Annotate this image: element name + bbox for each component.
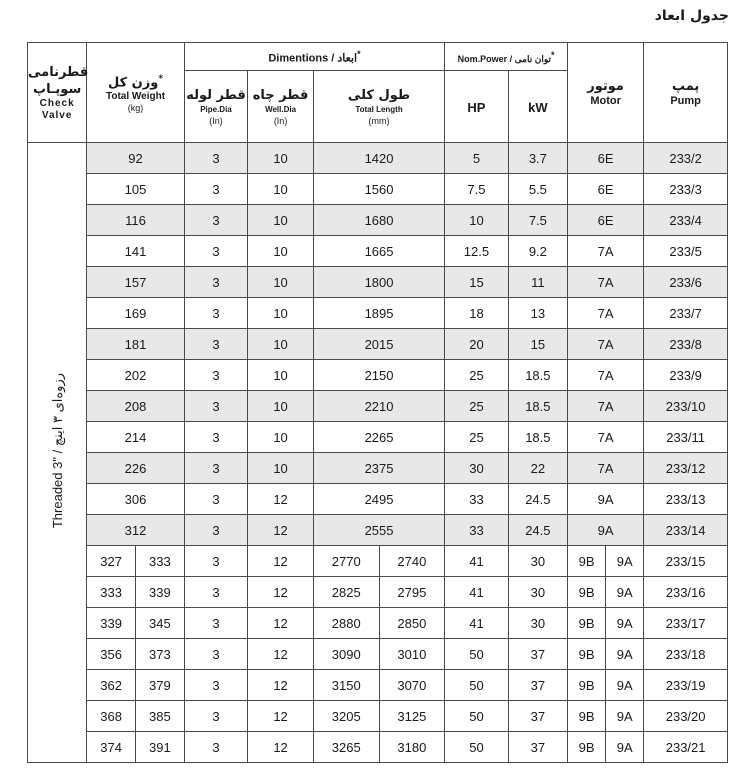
motor-cell-a: 9B [568, 608, 606, 639]
well-dia-cell: 12 [248, 546, 314, 577]
pump-cell: 233/18 [644, 639, 728, 670]
pipe-dia-cell: 3 [184, 670, 248, 701]
motor-cell-b: 9A [606, 670, 644, 701]
length-cell: 2495 [313, 484, 444, 515]
motor-cell: 6E [568, 205, 644, 236]
well-dia-cell: 10 [248, 360, 314, 391]
weight-cell: 208 [87, 391, 184, 422]
table-row [28, 360, 728, 391]
kw-cell: 13 [508, 298, 567, 329]
check-valve-value: Threaded 3" / رزوه‌ای ۳ اینچ [49, 373, 65, 529]
dimentions-header: Dimentions / ابعاد* [184, 43, 444, 71]
pipe-dia-cell: 3 [184, 732, 248, 763]
table-row [28, 608, 728, 639]
kw-cell: 11 [508, 267, 567, 298]
table-row [28, 329, 728, 360]
pipe-dia-cell: 3 [184, 608, 248, 639]
total-length-header: طول کلی Total Length (mm) [313, 71, 444, 143]
motor-cell-b: 9A [606, 608, 644, 639]
hp-cell: 18 [445, 298, 509, 329]
table-row [28, 577, 728, 608]
motor-cell: 7A [568, 453, 644, 484]
length-cell: 2210 [313, 391, 444, 422]
well-dia-cell: 12 [248, 608, 314, 639]
well-dia-cell: 10 [248, 143, 314, 174]
total-weight-header: وزن کل* Total Weight (kg) [87, 43, 184, 143]
table-row [28, 515, 728, 546]
weight-cell-a: 374 [87, 732, 136, 763]
length-cell: 1560 [313, 174, 444, 205]
weight-cell: 312 [87, 515, 184, 546]
table-row [28, 236, 728, 267]
well-dia-cell: 12 [248, 732, 314, 763]
weight-cell: 92 [87, 143, 184, 174]
motor-cell-b: 9A [606, 546, 644, 577]
weight-cell-a: 339 [87, 608, 136, 639]
pipe-dia-cell: 3 [184, 701, 248, 732]
length-cell: 1895 [313, 298, 444, 329]
power-header: Nom.Power / توان نامی* [445, 43, 568, 71]
length-cell-b: 3070 [379, 670, 445, 701]
motor-cell: 7A [568, 329, 644, 360]
pump-cell: 233/15 [644, 546, 728, 577]
pipe-dia-cell: 3 [184, 546, 248, 577]
kw-cell: 37 [508, 670, 567, 701]
length-cell: 1665 [313, 236, 444, 267]
weight-cell-b: 391 [136, 732, 185, 763]
length-cell-b: 2850 [379, 608, 445, 639]
well-dia-cell: 12 [248, 484, 314, 515]
pump-cell: 233/13 [644, 484, 728, 515]
hp-cell: 10 [445, 205, 509, 236]
motor-cell-a: 9B [568, 732, 606, 763]
length-cell-a: 3265 [313, 732, 379, 763]
kw-cell: 18.5 [508, 422, 567, 453]
kw-cell: 9.2 [508, 236, 567, 267]
weight-cell: 169 [87, 298, 184, 329]
pipe-dia-cell: 3 [184, 298, 248, 329]
table-row [28, 670, 728, 701]
pump-cell: 233/7 [644, 298, 728, 329]
kw-cell: 24.5 [508, 484, 567, 515]
table-row [28, 298, 728, 329]
motor-cell-a: 9B [568, 701, 606, 732]
kw-header: kW [508, 71, 567, 143]
pipe-dia-cell: 3 [184, 515, 248, 546]
pipe-dia-cell: 3 [184, 453, 248, 484]
table-row [28, 701, 728, 732]
hp-cell: 50 [445, 670, 509, 701]
weight-cell: 306 [87, 484, 184, 515]
hp-cell: 41 [445, 577, 509, 608]
weight-cell-a: 362 [87, 670, 136, 701]
length-cell-a: 2880 [313, 608, 379, 639]
length-cell-a: 3090 [313, 639, 379, 670]
kw-cell: 18.5 [508, 360, 567, 391]
weight-cell: 157 [87, 267, 184, 298]
motor-cell-a: 9B [568, 546, 606, 577]
motor-cell-b: 9A [606, 639, 644, 670]
hp-cell: 33 [445, 515, 509, 546]
length-cell: 2555 [313, 515, 444, 546]
pump-cell: 233/9 [644, 360, 728, 391]
motor-cell: 7A [568, 267, 644, 298]
weight-cell-a: 327 [87, 546, 136, 577]
table-row [28, 391, 728, 422]
motor-cell: 7A [568, 236, 644, 267]
pipe-dia-cell: 3 [184, 267, 248, 298]
motor-cell: 7A [568, 360, 644, 391]
table-row [28, 732, 728, 763]
kw-cell: 24.5 [508, 515, 567, 546]
motor-cell-b: 9A [606, 732, 644, 763]
pump-cell: 233/21 [644, 732, 728, 763]
hp-cell: 25 [445, 360, 509, 391]
table-row [28, 143, 728, 174]
length-cell-a: 2770 [313, 546, 379, 577]
length-cell-b: 3125 [379, 701, 445, 732]
pipe-dia-cell: 3 [184, 639, 248, 670]
table-row [28, 205, 728, 236]
length-cell: 2150 [313, 360, 444, 391]
weight-cell: 141 [87, 236, 184, 267]
kw-cell: 30 [508, 577, 567, 608]
kw-cell: 30 [508, 546, 567, 577]
length-cell-b: 2740 [379, 546, 445, 577]
kw-cell: 37 [508, 732, 567, 763]
hp-cell: 33 [445, 484, 509, 515]
length-cell-b: 3180 [379, 732, 445, 763]
weight-cell-b: 345 [136, 608, 185, 639]
hp-cell: 30 [445, 453, 509, 484]
dimensions-table [27, 42, 728, 763]
pump-header: پمپ Pump [644, 43, 728, 143]
kw-cell: 37 [508, 701, 567, 732]
well-dia-cell: 10 [248, 391, 314, 422]
length-cell: 1420 [313, 143, 444, 174]
well-dia-cell: 10 [248, 205, 314, 236]
length-cell-a: 2825 [313, 577, 379, 608]
pipe-dia-cell: 3 [184, 236, 248, 267]
motor-cell: 7A [568, 391, 644, 422]
pipe-dia-header: قطر لوله Pipe.Dia (In) [184, 71, 248, 143]
well-dia-cell: 12 [248, 639, 314, 670]
pump-cell: 233/16 [644, 577, 728, 608]
pipe-dia-cell: 3 [184, 577, 248, 608]
well-dia-cell: 12 [248, 701, 314, 732]
kw-cell: 15 [508, 329, 567, 360]
table-row [28, 267, 728, 298]
weight-cell-b: 373 [136, 639, 185, 670]
well-dia-cell: 10 [248, 174, 314, 205]
weight-cell-b: 333 [136, 546, 185, 577]
length-cell: 2015 [313, 329, 444, 360]
hp-cell: 7.5 [445, 174, 509, 205]
pump-cell: 233/4 [644, 205, 728, 236]
length-cell: 1800 [313, 267, 444, 298]
motor-cell-a: 9B [568, 577, 606, 608]
pipe-dia-cell: 3 [184, 422, 248, 453]
weight-cell-b: 339 [136, 577, 185, 608]
hp-cell: 41 [445, 546, 509, 577]
weight-cell-b: 385 [136, 701, 185, 732]
well-dia-cell: 12 [248, 670, 314, 701]
length-cell: 2265 [313, 422, 444, 453]
page-title: جدول ابعاد [654, 8, 729, 24]
pump-cell: 233/2 [644, 143, 728, 174]
length-cell-a: 3150 [313, 670, 379, 701]
pipe-dia-cell: 3 [184, 174, 248, 205]
weight-cell: 116 [87, 205, 184, 236]
pipe-dia-cell: 3 [184, 329, 248, 360]
pipe-dia-cell: 3 [184, 391, 248, 422]
length-cell-b: 2795 [379, 577, 445, 608]
weight-cell-b: 379 [136, 670, 185, 701]
motor-cell-b: 9A [606, 577, 644, 608]
hp-cell: 20 [445, 329, 509, 360]
pipe-dia-cell: 3 [184, 360, 248, 391]
motor-cell-a: 9B [568, 670, 606, 701]
table-row [28, 174, 728, 205]
pump-cell: 233/3 [644, 174, 728, 205]
length-cell-a: 3205 [313, 701, 379, 732]
hp-cell: 5 [445, 143, 509, 174]
weight-cell: 202 [87, 360, 184, 391]
hp-cell: 15 [445, 267, 509, 298]
pump-cell: 233/12 [644, 453, 728, 484]
well-dia-cell: 10 [248, 422, 314, 453]
well-dia-cell: 10 [248, 329, 314, 360]
motor-cell: 7A [568, 422, 644, 453]
motor-cell: 7A [568, 298, 644, 329]
motor-header: موتور Motor [568, 43, 644, 143]
motor-cell: 9A [568, 515, 644, 546]
hp-cell: 50 [445, 639, 509, 670]
hp-cell: 25 [445, 422, 509, 453]
motor-cell: 9A [568, 484, 644, 515]
pump-cell: 233/20 [644, 701, 728, 732]
length-cell: 2375 [313, 453, 444, 484]
well-dia-cell: 12 [248, 515, 314, 546]
table-row [28, 422, 728, 453]
kw-cell: 37 [508, 639, 567, 670]
pump-cell: 233/8 [644, 329, 728, 360]
hp-header: HP [445, 71, 509, 143]
motor-cell: 6E [568, 174, 644, 205]
pump-cell: 233/17 [644, 608, 728, 639]
pipe-dia-cell: 3 [184, 484, 248, 515]
kw-cell: 3.7 [508, 143, 567, 174]
well-dia-cell: 10 [248, 267, 314, 298]
pipe-dia-cell: 3 [184, 143, 248, 174]
weight-cell: 105 [87, 174, 184, 205]
motor-cell-b: 9A [606, 701, 644, 732]
well-dia-cell: 10 [248, 298, 314, 329]
hp-cell: 25 [445, 391, 509, 422]
check-valve-cell [28, 143, 87, 763]
header-row-top [28, 43, 728, 71]
weight-cell-a: 333 [87, 577, 136, 608]
motor-cell: 6E [568, 143, 644, 174]
kw-cell: 5.5 [508, 174, 567, 205]
hp-cell: 50 [445, 732, 509, 763]
well-dia-cell: 10 [248, 236, 314, 267]
length-cell-b: 3010 [379, 639, 445, 670]
pipe-dia-cell: 3 [184, 205, 248, 236]
kw-cell: 18.5 [508, 391, 567, 422]
hp-cell: 41 [445, 608, 509, 639]
pump-cell: 233/6 [644, 267, 728, 298]
weight-cell: 226 [87, 453, 184, 484]
pump-cell: 233/10 [644, 391, 728, 422]
check-valve-header: قطرنامی سوپـاپ Check Valve [28, 43, 87, 143]
table-row [28, 453, 728, 484]
motor-cell-a: 9B [568, 639, 606, 670]
pump-cell: 233/11 [644, 422, 728, 453]
kw-cell: 30 [508, 608, 567, 639]
pump-cell: 233/5 [644, 236, 728, 267]
table-row [28, 639, 728, 670]
kw-cell: 7.5 [508, 205, 567, 236]
pump-cell: 233/19 [644, 670, 728, 701]
pump-cell: 233/14 [644, 515, 728, 546]
length-cell: 1680 [313, 205, 444, 236]
table-row [28, 546, 728, 577]
hp-cell: 12.5 [445, 236, 509, 267]
table-row [28, 484, 728, 515]
weight-cell: 181 [87, 329, 184, 360]
well-dia-cell: 10 [248, 453, 314, 484]
kw-cell: 22 [508, 453, 567, 484]
well-dia-cell: 12 [248, 577, 314, 608]
well-dia-header: قطر چاه Well.Dia (In) [248, 71, 314, 143]
weight-cell: 214 [87, 422, 184, 453]
weight-cell-a: 368 [87, 701, 136, 732]
hp-cell: 50 [445, 701, 509, 732]
weight-cell-a: 356 [87, 639, 136, 670]
